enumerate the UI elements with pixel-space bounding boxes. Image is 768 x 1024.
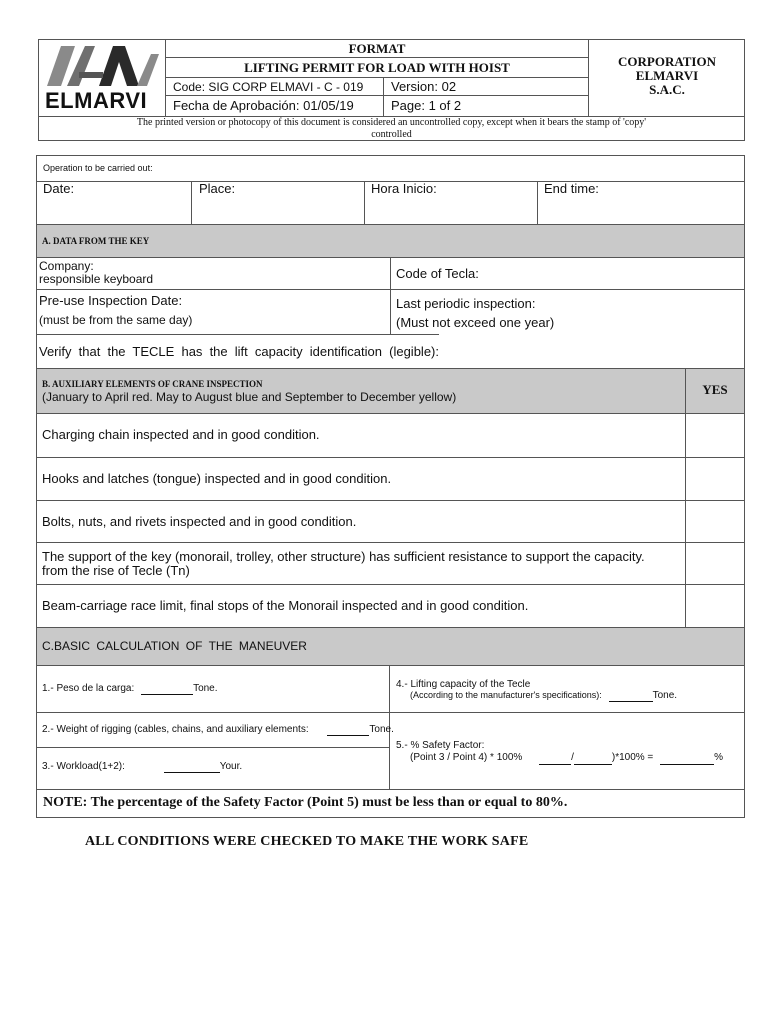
section-b-subtitle: (January to April red. May to August blue and September to December yellow) (42, 390, 457, 404)
date-field[interactable]: Date: (43, 181, 75, 196)
inspection-item-text: The support of the key (monorail, trolley, other structure) has sufficient resistance to support the capacity. (42, 549, 645, 564)
logo-cell (39, 40, 165, 116)
inspection-checkbox[interactable] (685, 500, 744, 542)
company-label: Company: (39, 259, 94, 273)
disclaimer-line-2: controlled (371, 129, 412, 140)
workload-input[interactable] (164, 761, 220, 773)
disclaimer (39, 116, 744, 140)
end-time-field[interactable]: End time: (537, 181, 744, 224)
lifting-capacity-note: (According to the manufacturer's specifications): (410, 690, 602, 700)
calc-item-3 (42, 761, 242, 773)
load-weight-label: 1.- Peso de la carga: (42, 683, 135, 694)
safety-factor-denominator-input[interactable] (574, 752, 612, 765)
inspection-item (37, 500, 685, 542)
inspection-item-text-cont: from the rise of Tecle (Tn) (42, 563, 190, 578)
document-title: LIFTING PERMIT FOR LOAD WITH HOIST (166, 58, 588, 78)
responsible-keyboard-label: responsible keyboard (39, 272, 154, 286)
corporation-line-3: S.A.C. (649, 82, 685, 97)
calc-item-4 (396, 679, 677, 702)
footer-statement: ALL CONDITIONS WERE CHECKED TO MAKE THE WORK SAFE (85, 834, 529, 849)
start-time-field[interactable]: Hora Inicio: (364, 181, 537, 224)
inspection-item (37, 584, 685, 627)
inspection-item (37, 542, 685, 584)
inspection-item-text: Beam-carriage race limit, final stops of the Monorail inspected and in good condition. (42, 598, 529, 613)
inspection-item-text: Charging chain inspected and in good condition. (42, 427, 320, 442)
page-number: Page: 1 of 2 (383, 96, 588, 116)
safety-factor-numerator-input[interactable] (539, 752, 571, 765)
inspection-checkbox[interactable] (685, 457, 744, 500)
operation-label: Operation to be carried out: (43, 163, 153, 173)
calc-divider-1 (37, 712, 390, 713)
safety-factor-formula: (Point 3 / Point 4) * 100% (410, 752, 523, 763)
section-a-title: A. DATA FROM THE KEY (37, 224, 744, 258)
calc-divider-2 (37, 747, 390, 748)
code-of-tecla-field[interactable]: Code of Tecla: (390, 258, 744, 289)
calc-item-2 (42, 724, 394, 736)
company-field[interactable] (37, 258, 390, 289)
rigging-weight-input[interactable] (327, 724, 369, 736)
calc-item-1 (42, 683, 218, 695)
lifting-capacity-input[interactable] (609, 690, 653, 702)
lifting-capacity-label: 4.- Lifting capacity of the Tecle (396, 679, 531, 690)
periodic-inspection-field[interactable] (390, 290, 744, 334)
section-b-title: B. AUXILIARY ELEMENTS OF CRANE INSPECTION (42, 379, 263, 389)
preuse-inspection-field[interactable] (37, 290, 390, 334)
lifting-capacity-unit: Tone. (652, 690, 678, 701)
safety-factor-unit: % (714, 752, 723, 763)
workload-label: 3.- Workload(1+2): (42, 761, 125, 772)
safety-factor-label: 5.- % Safety Factor: (396, 740, 485, 751)
place-field[interactable]: Place: (191, 181, 364, 224)
safety-factor-slash: / (571, 752, 574, 763)
preuse-label: Pre-use Inspection Date: (39, 293, 183, 308)
code-value: Code: SIG CORP ELMAVI - C - 019 (166, 78, 383, 96)
format-label: FORMAT (166, 40, 588, 58)
safety-factor-note: NOTE: The percentage of the Safety Factor (Point 5) must be less than or equal to 80%. (37, 789, 744, 817)
calc-item-5 (396, 740, 723, 765)
inspection-item-text: Bolts, nuts, and rivets inspected and in good condition. (42, 514, 357, 529)
preuse-note: (must be from the same day) (39, 313, 193, 327)
load-weight-unit: Tone. (193, 683, 218, 694)
corporation-line-2: ELMARVI (635, 68, 699, 83)
safety-factor-result-input[interactable] (660, 752, 714, 765)
section-c-title: C.BASIC CALCULATION OF THE MANEUVER (37, 627, 744, 666)
periodic-note: (Must not exceed one year) (396, 315, 555, 330)
verify-tecle-text: Verify that the TECLE has the lift capacity identification (legible): (37, 334, 439, 368)
safety-factor-multiplier: )*100% = (611, 752, 654, 763)
inspection-checkbox[interactable] (685, 414, 744, 457)
rigging-weight-unit: Tone. (369, 724, 394, 735)
inspection-item (37, 414, 685, 457)
inspection-checkbox[interactable] (685, 542, 744, 584)
inspection-item (37, 457, 685, 500)
approval-date: Fecha de Aprobación: 01/05/19 (173, 98, 354, 113)
logo-text: ELMARVI (45, 88, 148, 113)
inspection-item-text: Hooks and latches (tongue) inspected and in good condition. (42, 471, 392, 486)
yes-column-header: YES (685, 368, 744, 414)
version-value: Version: 02 (383, 78, 588, 96)
load-weight-input[interactable] (141, 683, 193, 695)
rigging-weight-label: 2.- Weight of rigging (cables, chains, and auxiliary elements: (42, 724, 309, 735)
corporation-name (590, 55, 744, 97)
calc-divider-right (390, 712, 744, 713)
workload-unit: Your. (219, 761, 243, 772)
inspection-checkbox[interactable] (685, 584, 744, 627)
corporation-line-1: CORPORATION (618, 54, 716, 69)
disclaimer-line-1: The printed version or photocopy of this document is considered an uncontrolled copy, except when it bears the stamp of 'copy' (136, 117, 647, 128)
periodic-label: Last periodic inspection: (396, 296, 536, 311)
